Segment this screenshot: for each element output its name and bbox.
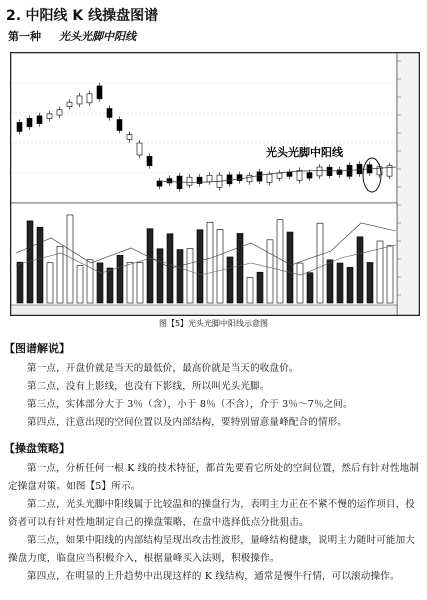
paragraph: 第四点，注意出现的空间位置以及内部结构，要特别留意量峰配合的情形。: [27, 417, 348, 428]
candle-body: [87, 94, 92, 103]
volume-bar: [17, 262, 23, 303]
candle-body: [47, 114, 52, 119]
paragraph: 第二点，光头光脚中阳线属于比较温和的操盘行为，表明主力正在不紧不慢的运作项目，投资者可以有针对性地制定自己的操盘策略，在盘中选择低点分批狙击。: [8, 499, 416, 528]
candle-body: [237, 175, 242, 181]
paragraph: 第一点，分析任何一根 K 线的技术特征，都首先要看它所处的空间位置，然后有针对性地制定操盘对策。如图【5】所示。: [8, 463, 420, 492]
section-title-explain: 【图谱解说】: [4, 342, 70, 355]
chart-tab-strip: [11, 305, 397, 315]
volume-bar: [367, 262, 373, 303]
volume-bar: [77, 266, 83, 303]
candle-body: [127, 135, 132, 140]
candle-body: [37, 116, 42, 124]
volume-bar: [117, 255, 123, 303]
paragraph: 第四点，在明显的上升趋势中出现这样的 K 线结构，通常是慢牛行情，可以滚动操作。: [27, 571, 400, 582]
volume-bar: [97, 263, 103, 303]
volume-bar: [287, 232, 293, 303]
candle-body: [107, 109, 112, 118]
paragraph: 第三点，如果中阳线的内部结构呈现出攻击性波形，量峰结构健康，说明主力随时可能加大操盘力度，临盘应当积极介入，根据量峰买入法则，积极操作。: [8, 535, 416, 564]
section-title-strategy: 【操盘策略】: [4, 442, 70, 455]
volume-bar: [307, 273, 313, 303]
volume-bar: [317, 223, 323, 303]
candle-body: [67, 102, 72, 106]
volume-bar: [237, 233, 243, 303]
candle-body: [97, 86, 102, 99]
figure-caption: 图【5】光头光脚中阳线示意图: [158, 319, 269, 328]
candle-body: [317, 167, 322, 176]
candle-body: [357, 164, 362, 174]
volume-bar: [357, 237, 363, 303]
paragraph: 第一点，开盘价就是当天的最低价，最高价就是当天的收盘价。: [27, 363, 299, 374]
kline-chart-figure: [10, 52, 420, 316]
volume-bar: [257, 272, 263, 303]
candle-body: [307, 173, 312, 179]
price-panel: [11, 53, 397, 203]
section-title-text: 图谱解说: [15, 342, 59, 355]
candle-body: [257, 172, 262, 181]
candle-body: [207, 175, 212, 181]
section-title-text: 操盘策略: [15, 442, 59, 455]
candle-body: [187, 177, 192, 185]
candle-body: [117, 120, 122, 131]
section-number: 2.: [6, 8, 22, 24]
candle-body: [17, 122, 22, 131]
volume-bar: [227, 257, 233, 303]
volume-bar: [47, 263, 53, 303]
volume-bar: [107, 268, 113, 303]
volume-bar: [37, 227, 43, 303]
volume-bar: [277, 220, 283, 303]
subheading-label: 第一种: [8, 30, 41, 43]
volume-bar: [327, 260, 333, 303]
section-title: 中阳线 K 线操盘图谱: [25, 8, 159, 24]
candle-body: [157, 181, 162, 186]
volume-bar: [217, 229, 223, 303]
subheading-title: 光头光脚中阳线: [59, 30, 136, 43]
volume-bar: [377, 241, 383, 303]
volume-bar: [337, 263, 343, 303]
volume-bar: [187, 249, 193, 303]
volume-bar: [67, 215, 73, 303]
volume-bar: [207, 222, 213, 303]
candle-body: [137, 143, 142, 155]
chart-annotation: 光头光脚中阳线: [266, 146, 343, 159]
volume-bar: [267, 240, 273, 303]
volume-bar: [147, 229, 153, 303]
price-scale-column: [397, 53, 419, 315]
candle-body: [297, 170, 302, 180]
candle-body: [267, 174, 272, 182]
candle-body: [227, 175, 232, 184]
candle-body: [167, 179, 172, 183]
volume-bar: [247, 278, 253, 303]
candle-body: [287, 172, 292, 176]
candle-body: [77, 96, 82, 104]
candle-body: [327, 167, 332, 175]
volume-bar: [297, 263, 303, 303]
paragraph: 第三点，实体部分大于 3％（含），小于 8％（不含），介于 3％～7％之间。: [27, 399, 353, 410]
candle-body: [147, 156, 152, 165]
volume-bar: [167, 234, 173, 303]
candle-body: [57, 110, 62, 115]
subheading: [8, 28, 136, 44]
volume-bar: [127, 262, 133, 303]
volume-bar: [137, 263, 143, 303]
kline-chart-svg: [11, 53, 419, 315]
candle-body: [247, 175, 252, 181]
paragraph: 第二点，没有上影线，也没有下影线，所以叫光头光脚。: [27, 381, 270, 392]
strategy-paragraphs: [8, 460, 420, 586]
section-heading: [6, 5, 158, 25]
volume-bar: [157, 249, 163, 303]
volume-bar: [387, 246, 393, 303]
explain-paragraphs: [8, 360, 420, 432]
candle-body: [277, 173, 282, 178]
candle-body: [27, 118, 32, 127]
volume-bar: [177, 250, 183, 303]
volume-bar: [57, 246, 63, 303]
volume-bar: [197, 230, 203, 303]
volume-bar: [347, 267, 353, 303]
